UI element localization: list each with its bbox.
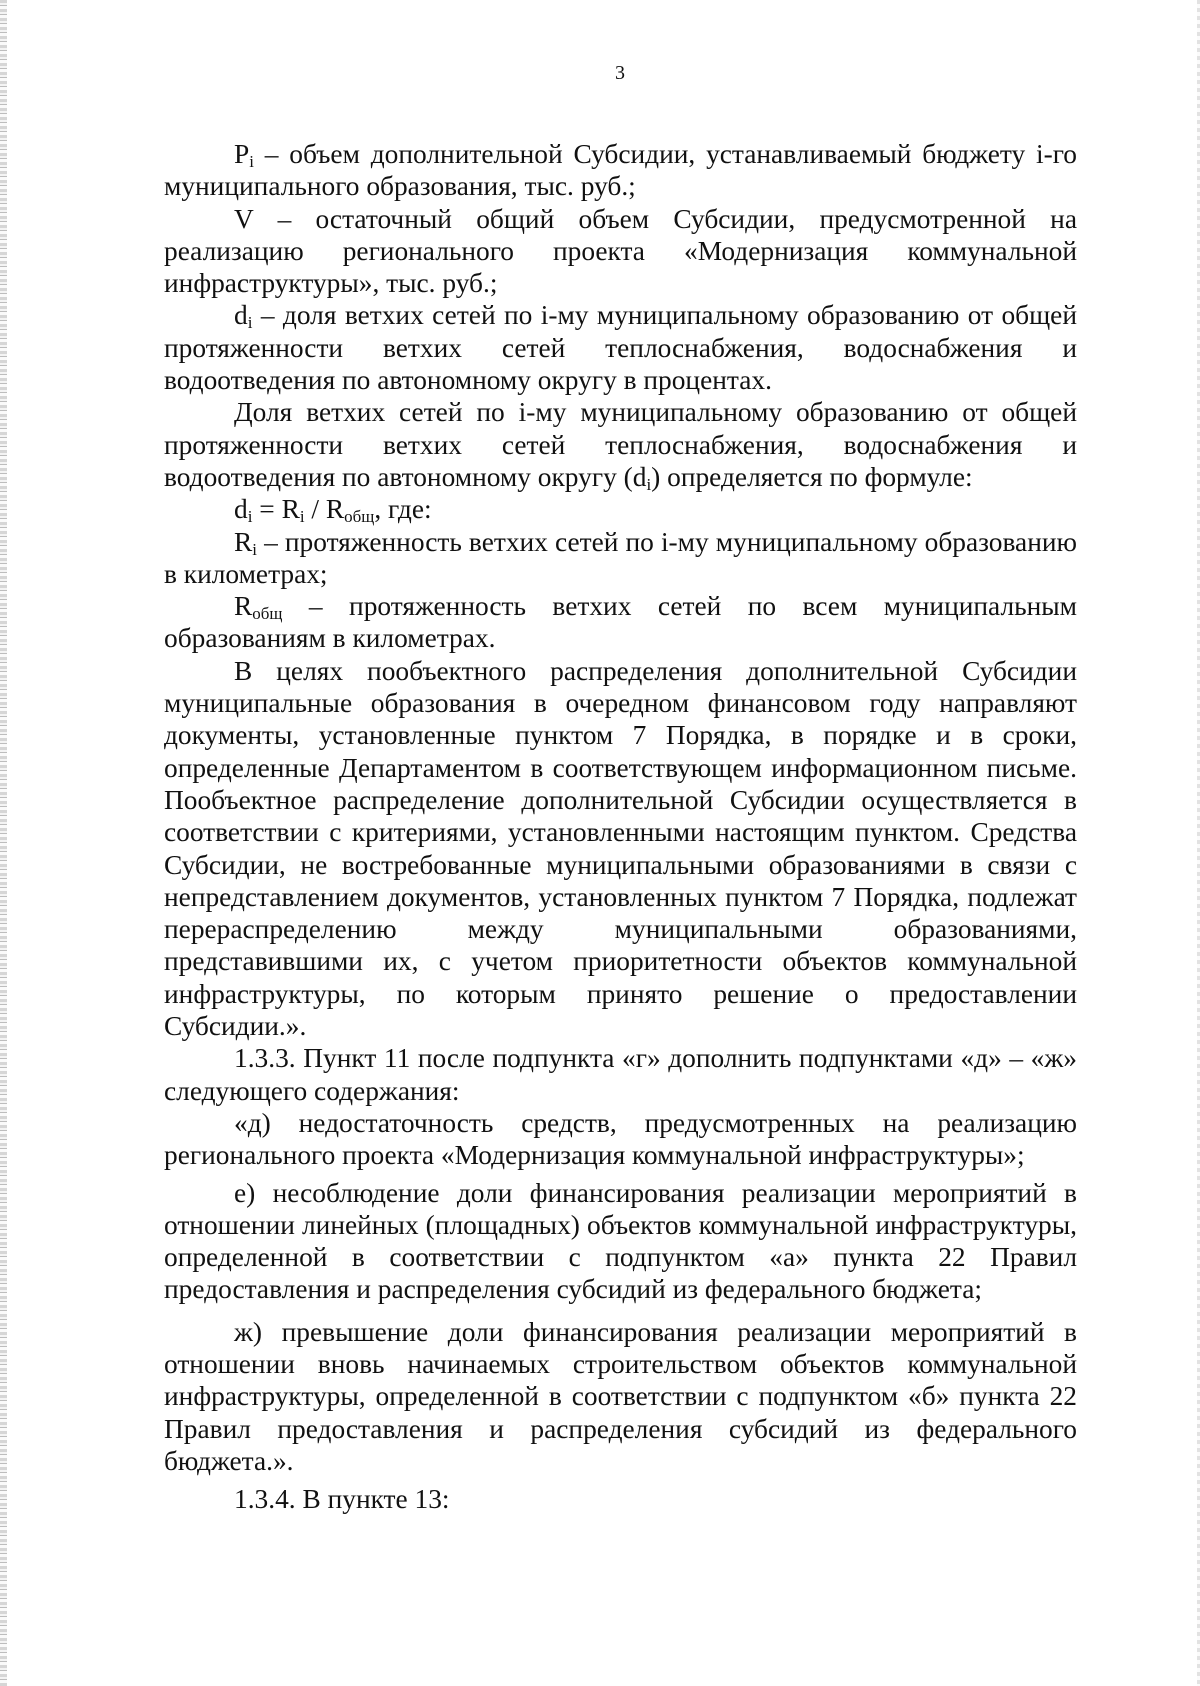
paragraph-v-definition: V – остаточный общий объем Субсидии, предусмотренной на реализацию регионального проекта «Модернизация коммунальной инфраструктуры», тыс. руб.; [164, 203, 1077, 299]
formula-tail: , где: [374, 494, 432, 525]
paragraph-1-3-4: 1.3.4. В пункте 13: [234, 1484, 450, 1515]
paragraph-subpoint-e: е) несоблюдение доли финансирования реализации мероприятий в отношении линейных (площадных) объектов коммунальной инфраструктуры, определенной в соответствии с подпунктом «а» пункта 22 Правил предоставления и распределения субсидий из федерального бюджета; [164, 1177, 1077, 1305]
subscript-i: i [646, 475, 652, 495]
paragraph-text-tail: ) определяется по формуле: [651, 461, 973, 492]
symbol-r: R [234, 526, 253, 557]
formula-divide-r: / R [304, 494, 345, 525]
paragraph-rob-definition [164, 590, 1077, 655]
scan-left-edge [0, 0, 7, 1686]
paragraph-di-definition [164, 299, 1077, 396]
paragraph-share-formula-intro [164, 396, 1077, 493]
symbol-d: d [234, 300, 248, 331]
page-number: 3 [615, 62, 625, 84]
subscript-i: i [252, 539, 257, 559]
formula-rob-subscript: общ [344, 507, 375, 527]
subscript-i: i [247, 313, 253, 333]
paragraph-text: – протяженность ветхих сетей по i-му муниципальному образованию в километрах; [164, 526, 1077, 589]
paragraph-text: – объем дополнительной Субсидии, устанавливаемый бюджету i-го муниципального образования, тыс. руб.; [164, 139, 1077, 202]
paragraph-subpoint-d: «д) недостаточность средств, предусмотренных на реализацию регионального проекта «Модернизация коммунальной инфраструктуры»; [164, 1107, 1077, 1171]
paragraph-subpoint-zh: ж) превышение доли финансирования реализации мероприятий в отношении вновь начинаемых строительством объектов коммунальной инфраструктуры, определенной в соответствии с подпунктом «б» пункта 22 Правил предоставления и распределения субсидий из федерального бюджета.». [164, 1316, 1077, 1476]
paragraph-1-3-3: 1.3.3. Пункт 11 после подпункта «г» дополнить подпунктами «д» – «ж» следующего содержания: [164, 1043, 1077, 1106]
paragraph-ri-definition [164, 526, 1077, 591]
paragraph-text: – протяженность ветхих сетей по всем муниципальным образованиям в километрах. [164, 591, 1077, 654]
formula [164, 493, 1077, 525]
symbol-p: P [234, 139, 250, 169]
formula-d-subscript: i [247, 507, 253, 527]
document-body [164, 138, 1077, 1515]
subscript-i: i [249, 152, 254, 172]
symbol-r: R [234, 591, 253, 622]
formula-equals-r: = R [252, 494, 300, 525]
subscript-obsh: общ [252, 604, 283, 624]
paragraph-distribution: В целях пообъектного распределения дополнительной Субсидии муниципальные образования в очередном финансовом году направляют документы, установленные пунктом 7 Порядка, в порядке и в сроки, определенные Департаментом в соответствующем информационном письме. Пообъектное распределение дополнительной Субсидии осуществляется в соответствии с критериями, установленными настоящим пунктом. Средства Субсидии, не востребованные муниципальными образованиями в связи с непредставлением документов, установленных пунктом 7 Порядка, подлежат перераспределению между муниципальными образованиями, представившими их, с учетом приоритетности объектов коммунальной инфраструктуры, по которым принято решение о предоставлении Субсидии.». [164, 655, 1077, 1042]
paragraph-text: – доля ветхих сетей по i-му муниципальному образованию от общей протяженности ветхих сетей теплоснабжения, водоснабжения и водоотведения по автономному округу в процентах. [164, 300, 1077, 396]
formula-r-subscript: i [299, 507, 305, 527]
formula-d: d [234, 494, 248, 525]
paragraph-text: Доля ветхих сетей по i-му муниципальному образованию от общей протяженности ветхих сетей теплоснабжения, водоснабжения и водоотведения по автономному округу (d [164, 397, 1077, 492]
paragraph-pi-definition [164, 138, 1077, 203]
